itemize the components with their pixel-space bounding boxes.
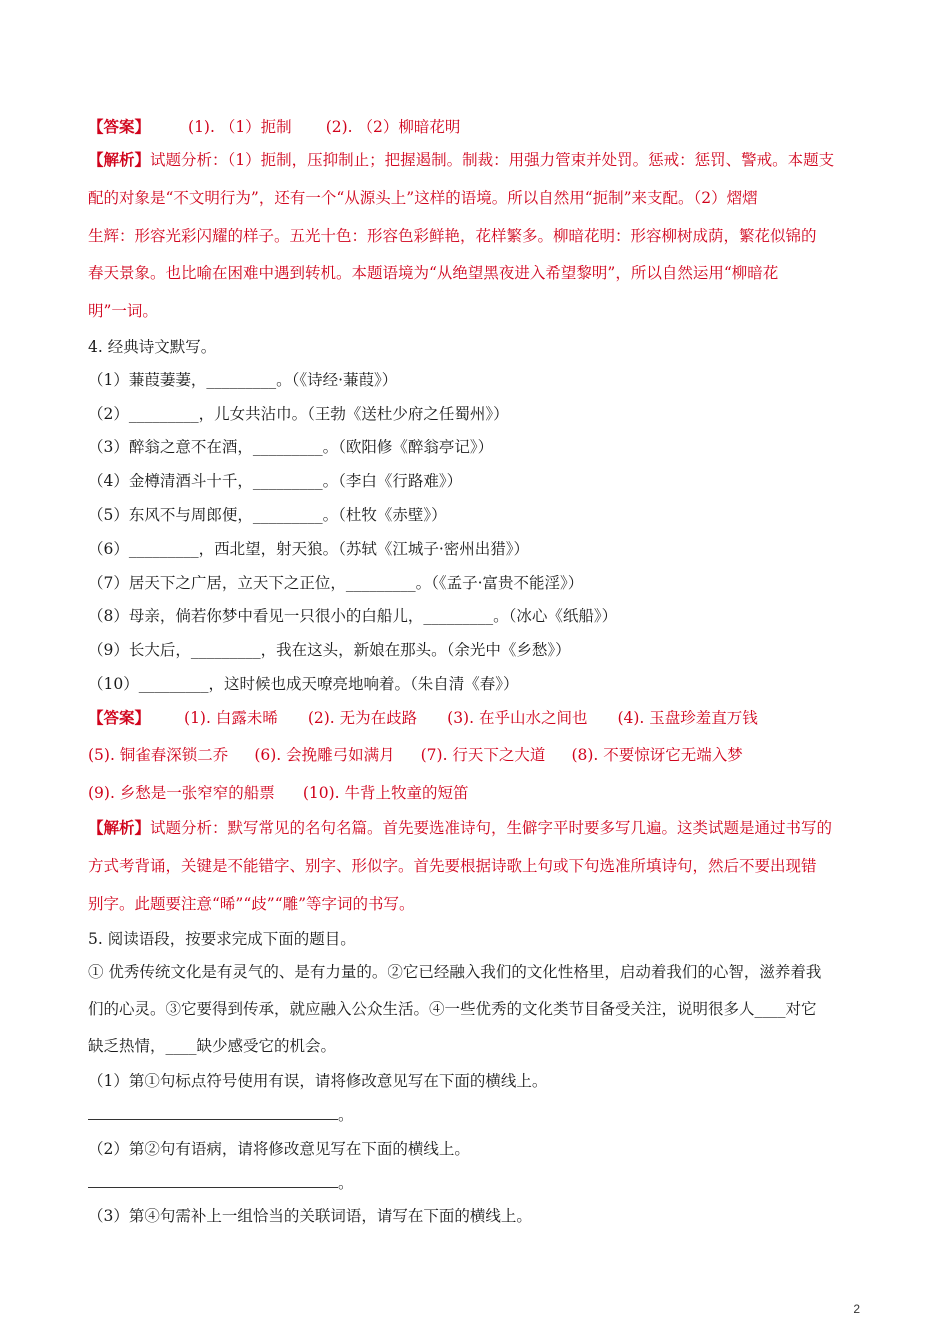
answer-line-1[interactable] — [88, 1104, 354, 1126]
answer-q4-row — [88, 782, 469, 804]
question-4-item: （8）母亲，倘若你梦中看见一只很小的白船儿，_________。（冰心《纸船》） — [88, 607, 618, 625]
question-5-title: 5. 阅读语段，按要求完成下面的题目。 — [88, 930, 356, 948]
analysis-tag: 【解析】 — [88, 818, 151, 837]
answer-item: (2). （2）柳暗花明 — [325, 118, 461, 136]
question-4-item: （2）_________，儿女共沾巾。（王勃《送杜少府之任蜀州》） — [88, 405, 509, 423]
question-4-item: （6）_________，西北望，射天狼。（苏轼《江城子·密州出猎》） — [88, 540, 530, 558]
answer-q4-row — [88, 744, 743, 766]
question-4-title: 4. 经典诗文默写。 — [88, 338, 217, 356]
page-number: 2 — [853, 1302, 860, 1316]
answer-item: (2). 无为在歧路 — [307, 709, 418, 727]
analysis-q3-line: 配的对象是“不文明行为”，还有一个“从源头上”这样的语境。所以自然用“扼制”来支配。（2）熠熠 — [88, 189, 758, 207]
period: 。 — [338, 1174, 354, 1192]
answer-blank[interactable] — [88, 1105, 338, 1120]
period: 。 — [338, 1106, 354, 1124]
question-4-item: （1）蒹葭萋萋，_________。（《诗经·蒹葭》） — [88, 371, 398, 389]
analysis-q3-line: 春天景象。也比喻在困难中遇到转机。本题语境为“从绝望黑夜进入希望黎明”，所以自然运用“柳暗花 — [88, 264, 779, 282]
answer-q3 — [88, 116, 460, 138]
answer-tag: 【答案】 — [88, 117, 151, 136]
answer-item: (1). （1）扼制 — [188, 118, 292, 136]
answer-item: (3). 在乎山水之间也 — [447, 709, 588, 727]
analysis-q3-line: 明”一词。 — [88, 302, 158, 320]
analysis-q4-line: 别字。此题要注意“晞”“歧”“雕”等字词的书写。 — [88, 895, 415, 913]
analysis-q4-line: 方式考背诵，关键是不能错字、别字、形似字。首先要根据诗歌上句或下句选准所填诗句，然后不要出现错 — [88, 857, 817, 875]
question-4-item: （5）东风不与周郎便，_________。（杜牧《赤壁》） — [88, 506, 447, 524]
question-5-sub1: （1）第①句标点符号使用有误，请将修改意见写在下面的横线上。 — [88, 1072, 548, 1090]
question-4-item: （3）醉翁之意不在酒，_________。（欧阳修《醉翁亭记》） — [88, 438, 494, 456]
analysis-q3-line — [88, 149, 834, 171]
answer-item: (8). 不要惊讶它无端入梦 — [571, 746, 743, 764]
question-5-passage: 们的心灵。③它要得到传承，就应融入公众生活。④一些优秀的文化类节目备受关注，说明很多人____对它 — [88, 1000, 817, 1018]
analysis-tag: 【解析】 — [88, 150, 151, 169]
analysis-text: 试题分析：（1）扼制，压抑制止；把握遏制。制裁：用强力管束并处罚。惩戒：惩罚、警戒。本题支 — [150, 151, 835, 169]
answer-item: (5). 铜雀春深锁二乔 — [88, 746, 229, 764]
answer-item: (7). 行天下之大道 — [420, 746, 546, 764]
question-4-item: （10）_________，这时候也成天嘹亮地响着。（朱自清《春》） — [88, 675, 519, 693]
answer-item: (1). 白露未晞 — [184, 709, 278, 727]
question-5-sub2: （2）第②句有语病，请将修改意见写在下面的横线上。 — [88, 1140, 470, 1158]
answer-item: (9). 乡愁是一张窄窄的船票 — [88, 784, 275, 802]
answer-blank[interactable] — [88, 1173, 338, 1188]
question-5-passage: 缺乏热情，____缺少感受它的机会。 — [88, 1037, 337, 1055]
question-4-item: （4）金樽清酒斗十千，_________。（李白《行路难》） — [88, 472, 463, 490]
answer-tag: 【答案】 — [88, 708, 151, 727]
question-5-passage: ① 优秀传统文化是有灵气的、是有力量的。②它已经融入我们的文化性格里，启动着我们的心智，滋养着我 — [88, 963, 822, 981]
question-4-item: （7）居天下之广居，立天下之正位，_________。（《孟子·富贵不能淫》） — [88, 574, 584, 592]
question-4-item: （9）长大后，_________，我在这头，新娘在那头。（余光中《乡愁》） — [88, 641, 571, 659]
analysis-text: 试题分析：默写常见的名句名篇。首先要选准诗句，生僻字平时要多写几遍。这类试题是通过书写的 — [150, 819, 833, 837]
answer-item: (4). 玉盘珍羞直万钱 — [617, 709, 758, 727]
analysis-q4-line — [88, 817, 832, 839]
analysis-q3-line: 生辉：形容光彩闪耀的样子。五光十色：形容色彩鲜艳，花样繁多。柳暗花明：形容柳树成荫，繁花似锦的 — [88, 227, 817, 245]
answer-item: (6). 会挽雕弓如满月 — [254, 746, 395, 764]
answer-item: (10). 牛背上牧童的短笛 — [302, 784, 469, 802]
answer-q4-row — [88, 707, 758, 729]
answer-line-2[interactable] — [88, 1172, 354, 1194]
question-5-sub3: （3）第④句需补上一组恰当的关联词语，请写在下面的横线上。 — [88, 1207, 532, 1225]
